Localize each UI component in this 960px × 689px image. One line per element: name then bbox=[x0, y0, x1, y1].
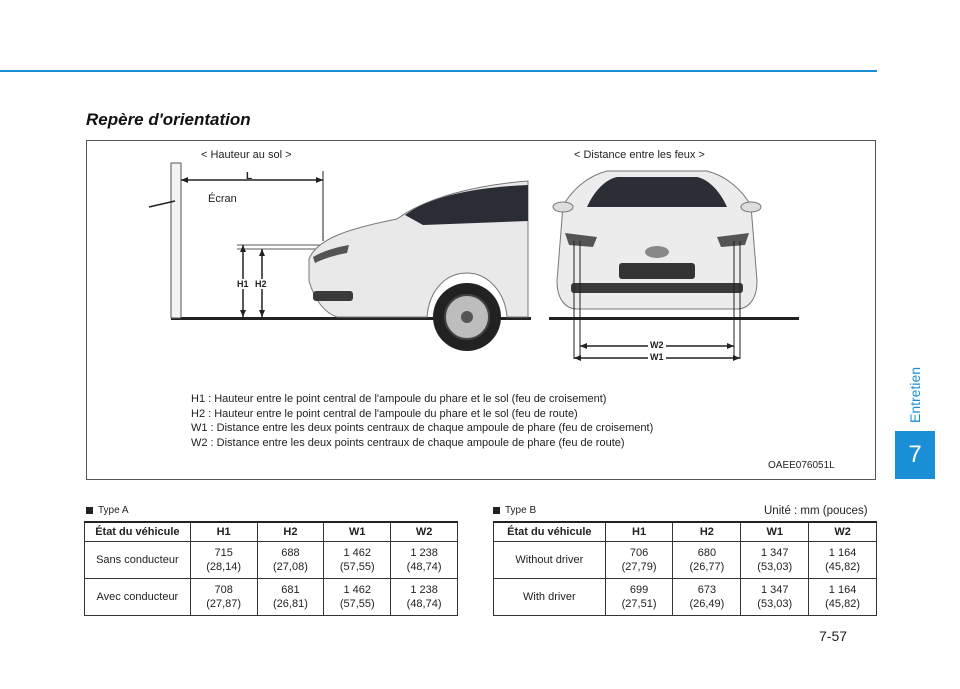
table-cell: 1 164 (45,82) bbox=[809, 542, 877, 579]
table-header-cell: W2 bbox=[809, 522, 877, 542]
h1-label: H1 bbox=[237, 279, 249, 289]
car-side-view bbox=[309, 181, 528, 351]
table-header-cell: H2 bbox=[673, 522, 741, 542]
type-a-text: Type A bbox=[98, 505, 129, 516]
table-cell: 680 (26,77) bbox=[673, 542, 741, 579]
table-row bbox=[494, 579, 877, 616]
table-cell: 1 238 (48,74) bbox=[391, 579, 458, 616]
type-b-text: Type B bbox=[505, 505, 537, 516]
table-header-cell: H1 bbox=[605, 522, 673, 542]
legend-line: H1 : Hauteur entre le point central de l'ampoule du phare et le sol (feu de croisement) bbox=[191, 393, 607, 405]
table-cell: 1 238 (48,74) bbox=[391, 542, 458, 579]
table-header-cell: W1 bbox=[324, 522, 391, 542]
figure-legend bbox=[191, 392, 653, 450]
screen-label: Écran bbox=[208, 193, 237, 205]
legend-line: W2 : Distance entre les deux points centraux de chaque ampoule de phare (feu de route) bbox=[191, 436, 625, 449]
row-name: Sans conducteur bbox=[85, 542, 191, 579]
figure-code: OAEE076051L bbox=[768, 460, 835, 471]
w2-label: W2 bbox=[650, 340, 664, 350]
table-cell: 681 (26,81) bbox=[257, 579, 324, 616]
unit-label: Unité : mm (pouces) bbox=[764, 505, 868, 517]
chapter-side-label bbox=[895, 360, 935, 430]
table-header-cell: W1 bbox=[741, 522, 809, 542]
table-row bbox=[85, 542, 458, 579]
aiming-figure bbox=[86, 140, 876, 480]
legend-line: W1 : Distance entre les deux points centraux de chaque ampoule de phare (feu de croisement) bbox=[191, 422, 654, 434]
table-cell: 1 462 (57,55) bbox=[324, 579, 391, 616]
type-b-label bbox=[493, 505, 536, 516]
table-cell: 1 347 (53,03) bbox=[741, 579, 809, 616]
row-name: Without driver bbox=[494, 542, 606, 579]
table-header-cell: État du véhicule bbox=[85, 522, 191, 542]
table-cell: 715 (28,14) bbox=[190, 542, 257, 579]
chapter-number-badge: 7 bbox=[895, 431, 935, 479]
car-front-view bbox=[553, 171, 761, 309]
h2-label: H2 bbox=[255, 279, 267, 289]
table-header-row bbox=[494, 522, 877, 542]
table-cell: 1 164 (45,82) bbox=[809, 579, 877, 616]
table-cell: 708 (27,87) bbox=[190, 579, 257, 616]
table-cell: 688 (27,08) bbox=[257, 542, 324, 579]
table-cell: 1 462 (57,55) bbox=[324, 542, 391, 579]
legend-line: H2 : Hauteur entre le point central de l'ampoule du phare et le sol (feu de route) bbox=[191, 407, 578, 420]
table-header-cell: H1 bbox=[190, 522, 257, 542]
w1-label: W1 bbox=[650, 352, 664, 362]
screen-wall bbox=[171, 163, 181, 318]
row-name: Avec conducteur bbox=[85, 579, 191, 616]
table-header-row bbox=[85, 522, 458, 542]
bullet-square-icon bbox=[86, 507, 93, 514]
l-label: L bbox=[246, 171, 253, 182]
spec-table-type-b bbox=[493, 521, 877, 616]
table-header-cell: W2 bbox=[391, 522, 458, 542]
table-header-cell: H2 bbox=[257, 522, 324, 542]
spec-table-type-a bbox=[84, 521, 458, 616]
table-cell: 673 (26,49) bbox=[673, 579, 741, 616]
table-cell: 706 (27,79) bbox=[605, 542, 673, 579]
bullet-square-icon bbox=[493, 507, 500, 514]
chapter-name: Entretien bbox=[907, 366, 924, 424]
table-cell: 699 (27,51) bbox=[605, 579, 673, 616]
page-number: 7-57 bbox=[819, 628, 848, 644]
left-caption: < Hauteur au sol > bbox=[201, 149, 292, 161]
table-cell: 1 347 (53,03) bbox=[741, 542, 809, 579]
table-row bbox=[85, 579, 458, 616]
row-name: With driver bbox=[494, 579, 606, 616]
section-title: Repère d'orientation bbox=[86, 110, 251, 129]
table-row bbox=[494, 542, 877, 579]
right-caption: < Distance entre les feux > bbox=[574, 149, 705, 161]
ground-line-right bbox=[549, 317, 799, 320]
type-a-label bbox=[86, 505, 129, 516]
table-header-cell: État du véhicule bbox=[494, 522, 606, 542]
header-rule bbox=[0, 70, 877, 72]
